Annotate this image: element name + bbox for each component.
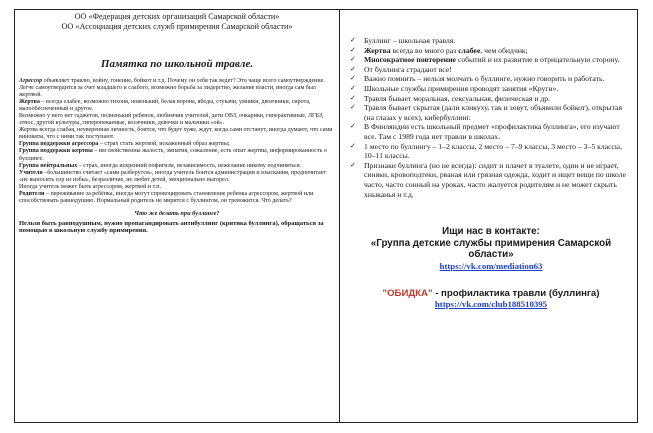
victim-extra-1: Возможно у него нет гаджетов, полненький ребенок, любимчик учителей, дети ОВЗ, очкарики, гиперактивные, ЛГБЗ, этнос, другой культуры, гиперопекаемые, косячники, девочки и мальчики «ой». bbox=[19, 113, 324, 127]
check-icon: ✓ bbox=[350, 141, 356, 150]
check-icon: ✓ bbox=[350, 83, 356, 92]
parents-paragraph bbox=[19, 191, 335, 205]
list-item: ✓ Важно помнить – нельзя молчать о буллинге, нужно говорить и работать. bbox=[350, 74, 605, 84]
aggressor-text: объявляет травлю, войну, гонение, бойкот и т.д. Почему он себя так ведет? Это чаще всего самоутверждение. Легче самоутвердится за счет младшего и слабого, возможно борьба за лидерство, желание власти, иногда сам был жертвой. bbox=[19, 78, 325, 99]
list-item: ✓ Травля бывает моральная, сексуальная, физическая и др. bbox=[350, 93, 551, 103]
facts-list bbox=[350, 36, 632, 199]
aggressor-paragraph bbox=[19, 78, 335, 99]
left-column bbox=[19, 12, 335, 420]
contact-group-name: «Группа детские службы примирения Самарской области» bbox=[370, 237, 612, 261]
memo-title: Памятка по школьной травле. bbox=[100, 58, 254, 70]
check-icon: ✓ bbox=[350, 36, 356, 44]
club-link[interactable]: https://vk.com/club188510395 bbox=[434, 299, 548, 310]
check-icon: ✓ bbox=[350, 55, 356, 64]
teachers-paragraph bbox=[19, 170, 335, 184]
teachers-extra: Иногда учитель может быть агрессором, жертвой и т.п. bbox=[19, 183, 162, 190]
support-victim-paragraph bbox=[19, 148, 335, 162]
list-item: ✓ Школьные службы примирения проводят занятия «Круги». bbox=[350, 83, 559, 93]
victim-extra-2: Жертва всегда слабая, неуверенная личность, боится, что будет хуже, ждут, когда сами отстанут, иногда думают, что сами виноваты, что с ними так поступают. bbox=[19, 127, 333, 141]
list-item: ✓ Жертва всегда во много раз слабее, чем обидчик; bbox=[350, 45, 528, 55]
teachers-term: Учителя bbox=[19, 169, 43, 176]
check-icon: ✓ bbox=[350, 103, 356, 112]
parents-term: Родители bbox=[19, 190, 45, 197]
aggressor-term: Агрессор bbox=[19, 78, 43, 84]
check-icon: ✓ bbox=[350, 74, 356, 83]
list-item: ✓ 1 место по буллингу – 1–2 классы, 2 место – 7–9 классы, 3 место – 3–5 классы, 10–11 классы. bbox=[350, 141, 623, 161]
neutral-term: Группа нейтральных bbox=[19, 162, 78, 169]
list-item: ✓ В Финляндии есть школьный предмет «профилактика буллинга», его изучают все. Там с 1989 года нет травли в школах. bbox=[350, 122, 620, 141]
support-victim-term: Группа поддержки жертвы bbox=[19, 148, 93, 155]
list-item: ✓ Буллинг – школьная травля. bbox=[350, 36, 456, 45]
contact-heading: Ищи нас в контакте: bbox=[442, 226, 540, 238]
check-icon: ✓ bbox=[350, 93, 356, 102]
teachers-text: –большинство считает «сами разберутся», иногда учитель боится администрации и взыскания, предпочитает «не выносить сор из избы», безразличие, не любят детей, эмоционально выгорел. bbox=[19, 169, 326, 183]
mediation-link[interactable]: https://vk.com/mediation63 bbox=[439, 260, 543, 271]
conclusion-text: Нельзя быть равнодушным, нужно пропагандировать антибуллинг (критика буллинга), обращаться за помощью в школьную службу примирения. bbox=[19, 219, 324, 235]
promo-name: "ОБИДКА" bbox=[382, 287, 433, 299]
check-icon: ✓ bbox=[350, 45, 356, 54]
check-icon: ✓ bbox=[350, 64, 356, 73]
neutral-text: – страх, иногда искренний пофигизм, независимость, нежелание никому подчиняться. bbox=[77, 162, 302, 169]
support-aggressor-term: Группа поддержки агрессора bbox=[19, 141, 99, 148]
victim-paragraph bbox=[19, 99, 335, 113]
column-divider bbox=[339, 9, 340, 423]
list-item: ✓ Многократное повторение событий и их развитие в отрицательную сторону. bbox=[350, 55, 620, 65]
right-column bbox=[350, 36, 632, 420]
support-victim-text: – им свойственны жалость, эмпатия, сожаление, есть опыт жертвы, информированность о буллинге. bbox=[19, 148, 327, 162]
victim-term: Жертва bbox=[19, 99, 40, 106]
list-item: ✓ Признаки буллинга (но не всегда): сидит и плачет в туалете, один и не играет, синяки, кровоподтеки, рваная или грязная одежда, ходит и ищет вещи по школе часто, часто сонный на уроках, часто жалуется родителям и не может скрыть хныканья и т.д. bbox=[350, 160, 626, 199]
victim-text: – всегда слабее, возможно тихоня, новенький, белая ворона, ябеды, стукачи, умники, двоечники, сирота, малообеспеченный и другое. bbox=[19, 99, 311, 113]
org-name-1: ОО «Федерация детских организаций Самарской области» bbox=[74, 12, 280, 21]
support-aggressor-text: – страх стать жертвой, искаженный образ жертвы; bbox=[98, 141, 230, 148]
check-icon: ✓ bbox=[350, 122, 356, 131]
parents-text: – переживание за ребёнка, иногда могут спровоцировать становление ребенка агрессором, жертвой или способствовать равнодушию. Нормальный родитель не мирится с буллингом, он тревожится. Что делать? bbox=[19, 190, 314, 204]
promo-line bbox=[350, 288, 632, 300]
list-item: ✓ От буллинга страдают все! bbox=[350, 64, 452, 74]
neutral-paragraph bbox=[19, 163, 335, 170]
check-icon: ✓ bbox=[350, 160, 356, 169]
question-heading: Что же делать при буллинге? bbox=[134, 209, 220, 217]
list-item: ✓ Травля бывает скрытая (дали кликуху, так и зовут, объявили бойкот), открытая (на глазах у всех), кибербуллинг. bbox=[350, 103, 622, 122]
promo-text: - профилактика травли (буллинга) bbox=[432, 287, 600, 299]
org-name-2: ОО «Ассоциация детских служб примирения Самарской области» bbox=[61, 22, 293, 31]
contact-block bbox=[350, 226, 632, 310]
